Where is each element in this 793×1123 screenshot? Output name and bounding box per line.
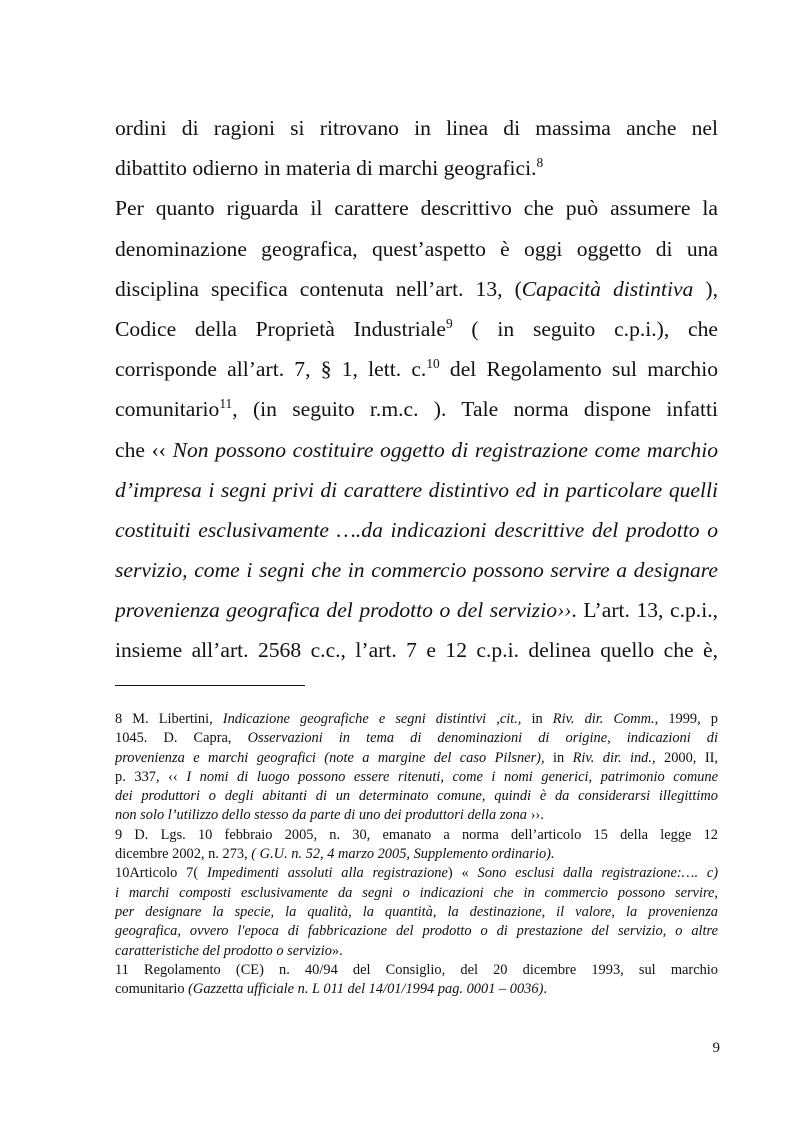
italic-span: Indicazione geografiche e segni distintivi ,cit., <box>222 711 522 727</box>
italic-span: Riv. dir. Comm., <box>552 711 659 727</box>
text-line: Per quanto riguarda il carattere descrittivo che può assumere la <box>115 196 718 221</box>
footnote-8-line <box>115 768 718 787</box>
italic-span: Non possono costituire oggetto di registrazione come marchio <box>172 437 718 462</box>
main-text <box>115 108 718 671</box>
italic-span: (Gazzetta ufficiale n. L 011 del 14/01/1994 pag. 0001 – 0036) <box>188 981 544 998</box>
footnote-9-line: 9 D. Lgs. 10 febbraio 2005, n. 30, emanato a norma dell’articolo 15 della legge 12 <box>115 826 718 843</box>
text-span: 1045. D. Capra, <box>115 730 248 747</box>
text-span: 1999, p <box>658 711 718 727</box>
text-span: del Regolamento sul marchio <box>439 357 718 382</box>
page-number: 9 <box>712 1040 720 1056</box>
text-span: ». <box>331 942 343 959</box>
footnote-10-line <box>115 864 718 883</box>
italic-span: Sono esclusi dalla registrazione:…. c) <box>477 865 718 882</box>
footnote-ref-11[interactable]: 11 <box>219 396 233 412</box>
text-span: . L’art. 13, c.p.i., <box>571 598 718 623</box>
text-span: 8 M. Libertini, <box>115 711 223 727</box>
italic-span: provenienza e marchi geografici (note a margine del caso Pilsner), <box>115 749 545 766</box>
italic-span: ( G.U. n. 52, 4 marzo 2005, Supplemento ordinario). <box>251 846 555 863</box>
text-span: comunitario <box>115 397 220 422</box>
footnote-10-line: per designare la specie, la qualità, la quantità, la destinazione, il valore, la provenienza <box>115 903 718 920</box>
italic-span: Riv. dir. ind., <box>572 749 656 766</box>
text-span: 10Articolo 7( <box>115 865 207 882</box>
italic-span: provenienza geografica del prodotto o del servizio›› <box>115 598 572 623</box>
text-span: disciplina specifica contenuta nell’art. 13, ( <box>115 276 522 301</box>
text-line <box>115 309 718 349</box>
footnote-10-line: i marchi composti esclusivamente da segni o indicazioni che in commercio possono servire, <box>115 884 718 901</box>
text-span: ), <box>705 276 718 301</box>
footnote-separator <box>115 685 305 686</box>
footnote-8-line <box>115 749 718 768</box>
text-span: . <box>543 981 547 998</box>
text-span: in <box>544 749 573 766</box>
footnote-10-line <box>115 942 718 961</box>
text-span: dibattito odierno in materia di marchi geografici. <box>115 156 537 181</box>
footnote-ref-9[interactable]: 9 <box>445 315 453 331</box>
footnotes <box>115 710 718 999</box>
text-line: insieme all’art. 2568 c.c., l’art. 7 e 12 c.p.i. delinea quello che è, <box>115 638 718 663</box>
text-span: ( in seguito c.p.i.), che <box>452 316 718 341</box>
text-span: corrisponde all’art. 7, § 1, lett. c. <box>115 357 427 382</box>
italic-span: I nomi di luogo possono essere ritenuti, come i nomi generici, patrimonio comune <box>186 768 718 785</box>
footnote-11-line <box>115 980 718 999</box>
text-span: ››. <box>527 807 544 824</box>
text-span: che ‹‹ <box>115 437 173 462</box>
footnote-11-line: 11 Regolamento (CE) n. 40/94 del Consiglio, del 20 dicembre 1993, sul marchio <box>115 961 718 978</box>
text-line: servizio, come i segni che in commercio possono servire a designare <box>115 558 718 583</box>
footnote-8-line <box>115 806 718 825</box>
text-span: in <box>521 711 553 727</box>
text-line: denominazione geografica, quest’aspetto è oggi oggetto di una <box>115 236 718 261</box>
text-span: 2000, II, <box>655 749 718 766</box>
text-span: , (in seguito r.m.c. ). Tale norma dispone infatti <box>232 397 718 422</box>
text-span: comunitario <box>115 981 189 998</box>
text-span: p. 337, ‹‹ <box>115 768 187 785</box>
text-line: ordini di ragioni si ritrovano in linea di massima anche nel <box>115 116 718 140</box>
text-line: costituiti esclusivamente ….da indicazioni descrittive del prodotto o <box>115 517 718 542</box>
footnote-ref-10[interactable]: 10 <box>426 355 440 371</box>
footnote-8-line: dei produttori o degli abitanti di un determinato comune, quindi è da considerarsi illegittimo <box>115 788 718 805</box>
italic-span: Impedimenti assoluti alla registrazione <box>206 865 448 882</box>
text-line <box>115 430 718 470</box>
text-span: ) « <box>447 865 478 882</box>
italic-span: Osservazioni in tema di denominazioni di origine, indicazioni di <box>247 730 718 747</box>
text-line <box>115 389 718 429</box>
text-line: d’impresa i segni privi di carattere distintivo ed in particolare quelli <box>115 477 718 502</box>
footnote-9-line <box>115 845 718 864</box>
text-line <box>115 269 718 309</box>
italic-span: Capacità distintiva <box>521 276 706 301</box>
text-line <box>115 349 718 389</box>
text-line <box>115 590 718 630</box>
footnote-10-line: geografica, ovvero l'epoca di fabbricazione del prodotto o di prestazione del servizio, o altre <box>115 923 718 940</box>
text-span: Codice della Proprietà Industriale <box>115 316 446 341</box>
footnote-8-line <box>115 710 718 729</box>
text-span: dicembre 2002, n. 273, <box>115 846 252 863</box>
italic-span: non solo l’utilizzo dello stesso da parte di uno dei produttori della zona <box>115 807 528 824</box>
footnote-ref-8[interactable]: 8 <box>536 155 544 170</box>
italic-span: caratteristiche del prodotto o servizio <box>115 942 332 959</box>
footnote-8-line <box>115 729 718 748</box>
text-line <box>115 148 718 188</box>
